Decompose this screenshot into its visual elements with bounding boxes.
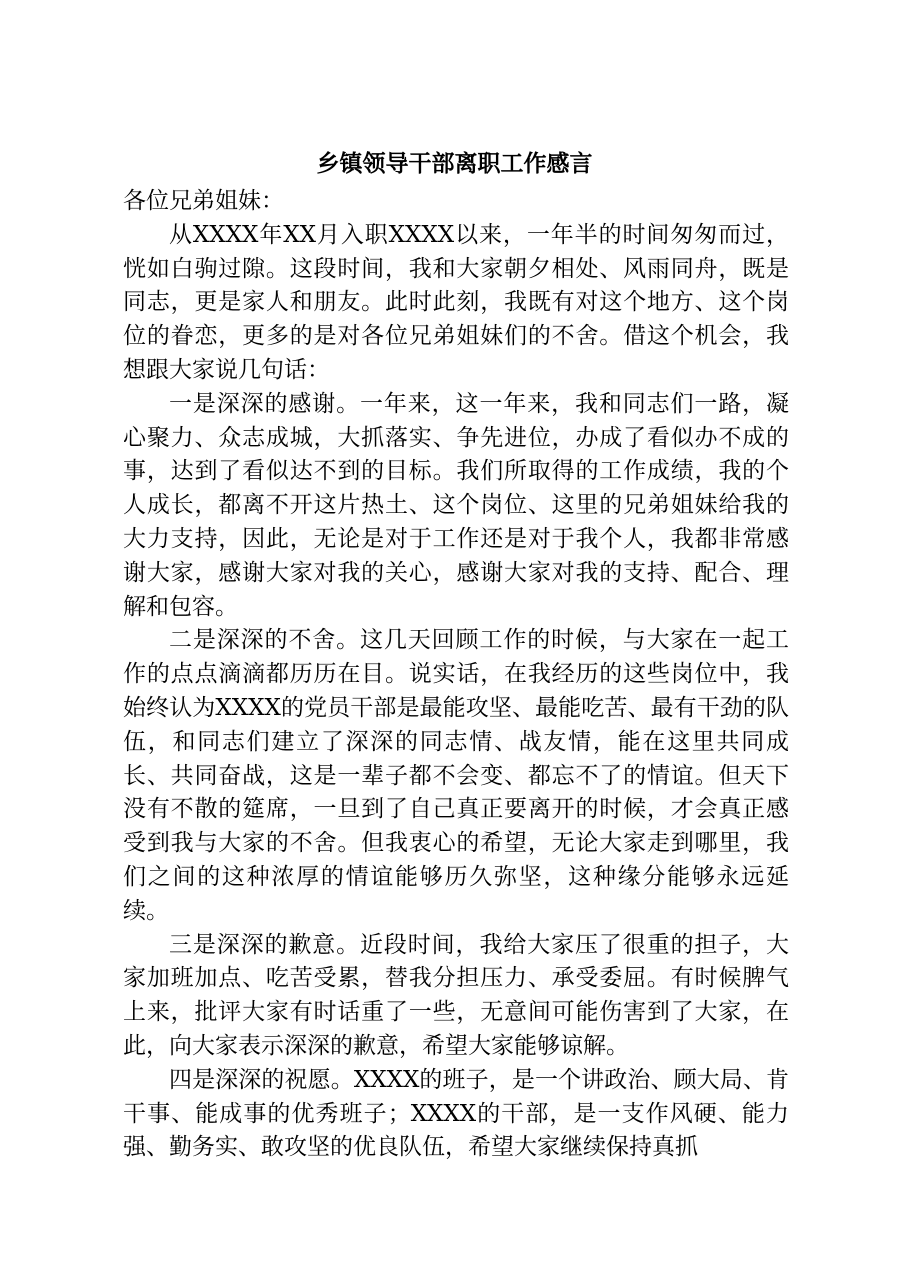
paragraph-wishes: 四是深深的祝愿。XXXX的班子，是一个讲政治、顾大局、肯干事、能成事的优秀班子；XXXX的干部，是一支作风硬、能力强、勤务实、敢攻坚的优良队伍，希望大家继续保持真抓: [123, 1066, 789, 1161]
paragraph-gratitude: 一是深深的感谢。一年来，这一年来，我和同志们一路，凝心聚力、众志成城，大抓落实、争先进位，办成了看似办不成的事，达到了看似达不到的目标。我们所取得的工作成绩，我的个人成长，都离不开这片热土、这个岗位、这里的兄弟姐妹给我的大力支持，因此，无论是对于工作还是对于我个人，我都非常感谢大家，感谢大家对我的关心，感谢大家对我的支持、配合、理解和包容。: [123, 390, 789, 620]
paragraph-intro: 从XXXX年XX月入职XXXX以来，一年半的时间匆匆而过，恍如白驹过隙。这段时间，我和大家朝夕相处、风雨同舟，既是同志，更是家人和朋友。此时此刻，我既有对这个地方、这个岗位的眷恋，更多的是对各位兄弟姐妹们的不舍。借这个机会，我想跟大家说几句话：: [123, 221, 789, 383]
document-body: [123, 185, 789, 1165]
salutation: 各位兄弟姐妹：: [123, 188, 284, 214]
paragraph-reluctance: 二是深深的不舍。这几天回顾工作的时候，与大家在一起工作的点点滴滴都历历在目。说实话，在我经历的这些岗位中，我始终认为XXXX的党员干部是最能攻坚、最能吃苦、最有干劲的队伍，和同志们建立了深深的同志情、战友情，能在这里共同成长、共同奋战，这是一辈子都不会变、都忘不了的情谊。但天下没有不散的筵席，一旦到了自己真正要离开的时候，才会真正感受到我与大家的不舍。但我衷心的希望，无论大家走到哪里，我们之间的这种浓厚的情谊能够历久弥坚，这种缘分能够永远延续。: [123, 627, 789, 924]
paragraph-apology: 三是深深的歉意。近段时间，我给大家压了很重的担子，大家加班加点、吃苦受累，替我分担压力、承受委屈。有时候脾气上来，批评大家有时话重了一些，无意间可能伤害到了大家，在此，向大家表示深深的歉意，希望大家能够谅解。: [123, 931, 789, 1059]
document-title: 乡镇领导干部离职工作感言: [316, 150, 593, 177]
